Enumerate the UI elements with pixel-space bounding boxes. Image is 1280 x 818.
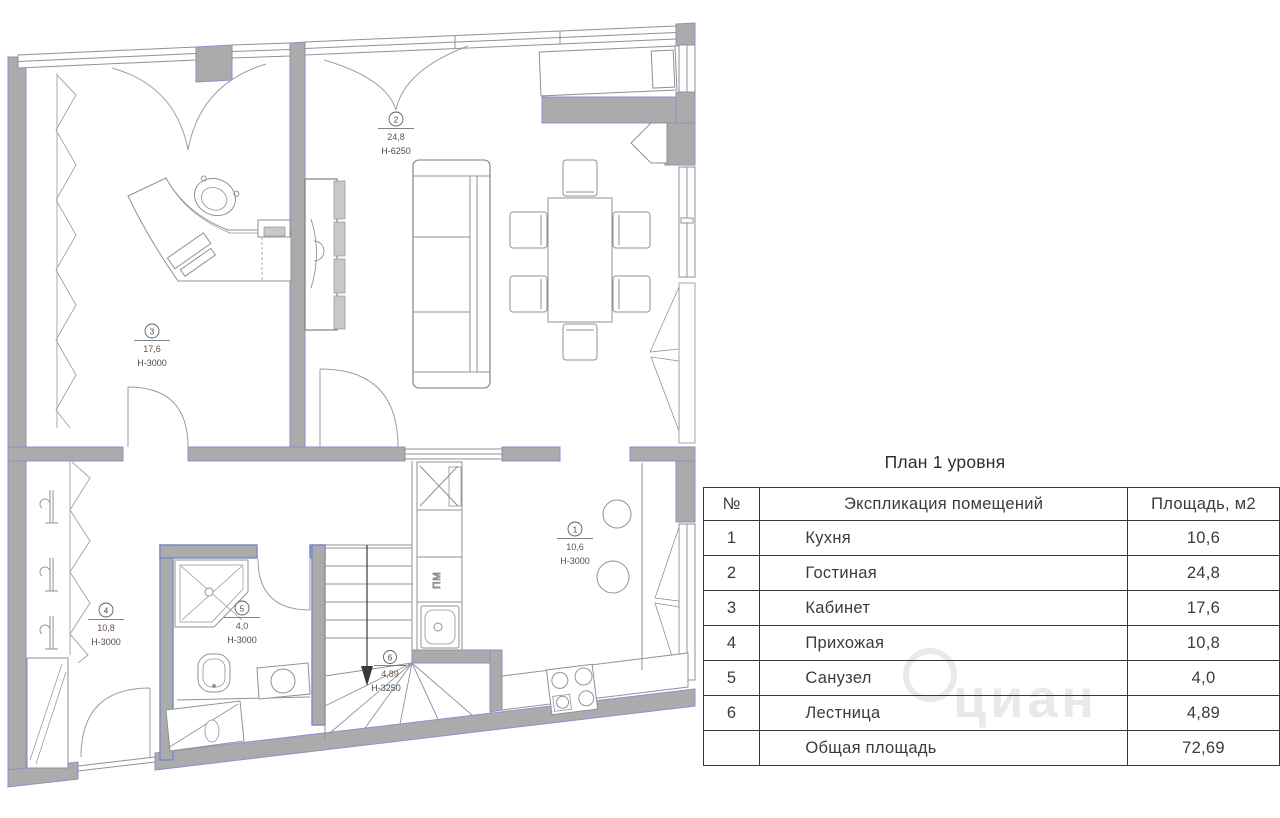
cell-num: 2 xyxy=(704,556,760,591)
wall-band-top-right xyxy=(542,97,676,123)
windows xyxy=(18,26,695,771)
wall-mid-2 xyxy=(188,447,405,461)
coat-hanger-icon xyxy=(40,616,58,649)
svg-text:4: 4 xyxy=(103,606,109,616)
table-header-row xyxy=(704,488,1280,521)
table-row xyxy=(704,696,1280,731)
cell-name: Санузел xyxy=(760,661,1128,696)
cell-area: 4,0 xyxy=(1128,661,1280,696)
room-label-stairs xyxy=(371,651,406,694)
closet-zigzag xyxy=(56,75,76,428)
room-office xyxy=(56,73,291,428)
room-label-hallway xyxy=(88,603,124,647)
room-hallway xyxy=(27,462,90,768)
tv-unit xyxy=(305,179,337,330)
wall-mid-3 xyxy=(502,447,560,461)
stove xyxy=(546,664,597,714)
wall-stairs-band xyxy=(412,650,490,663)
cell-name: Кухня xyxy=(760,521,1128,556)
svg-text:Н-6250: Н-6250 xyxy=(381,146,411,156)
page-title: План 1 уровня xyxy=(884,452,1006,472)
cell-name: Кабинет xyxy=(760,591,1128,626)
threshold xyxy=(78,757,155,766)
cell-area: 72,69 xyxy=(1128,731,1280,766)
cell-num: 5 xyxy=(704,661,760,696)
cell-area: 4,89 xyxy=(1128,696,1280,731)
curtain-office xyxy=(112,64,266,150)
window-bench xyxy=(539,46,677,96)
header-num: № xyxy=(704,488,760,521)
wall-mid-1 xyxy=(8,447,123,461)
kitchen-sink xyxy=(421,606,459,648)
tv-unit-shelves xyxy=(334,181,345,329)
wall-mid-4 xyxy=(630,447,695,461)
window-wedge-1 xyxy=(650,287,679,352)
table-row xyxy=(704,626,1280,661)
room-bathroom xyxy=(166,560,310,751)
svg-text:17,6: 17,6 xyxy=(143,344,161,354)
pedestal xyxy=(205,720,219,742)
coat-hanger-icon xyxy=(40,558,58,591)
wall-right-block-chimney xyxy=(665,123,695,165)
cell-area: 17,6 xyxy=(1128,591,1280,626)
cell-name: Общая площадь xyxy=(760,731,1128,766)
table-row xyxy=(704,556,1280,591)
svg-text:Н-3250: Н-3250 xyxy=(371,683,401,693)
curtain-living xyxy=(324,46,468,110)
cell-name: Прихожая xyxy=(760,626,1128,661)
cell-num: 1 xyxy=(704,521,760,556)
window-wedge-2 xyxy=(651,357,679,431)
table-row xyxy=(704,521,1280,556)
window-right-balcony xyxy=(679,283,695,443)
room-label-kitchen xyxy=(557,522,593,566)
bathroom-wall-right xyxy=(312,545,325,725)
svg-text:4,89: 4,89 xyxy=(381,669,399,679)
cell-num: 6 xyxy=(704,696,760,731)
svg-text:Н-3000: Н-3000 xyxy=(560,556,590,566)
bar-stool xyxy=(597,561,629,593)
svg-text:Н-3000: Н-3000 xyxy=(227,635,257,645)
rooms-table xyxy=(703,487,1280,766)
bar-stool xyxy=(603,500,631,528)
dining-table xyxy=(548,198,612,322)
cell-num: 4 xyxy=(704,626,760,661)
watermark-text: циан xyxy=(953,669,1099,729)
cell-area: 10,6 xyxy=(1128,521,1280,556)
svg-text:2: 2 xyxy=(393,115,399,125)
hall-closet-zigzag xyxy=(70,462,90,663)
wall-divider xyxy=(290,42,305,460)
cell-name: Гостиная xyxy=(760,556,1128,591)
door-living xyxy=(320,369,398,447)
room-label-office xyxy=(134,324,170,368)
door-bathroom xyxy=(258,559,310,610)
svg-text:24,8: 24,8 xyxy=(387,132,405,142)
svg-text:Н-3000: Н-3000 xyxy=(137,358,167,368)
dishwasher-label: ПМ xyxy=(432,571,443,589)
cell-name: Лестница xyxy=(760,696,1128,731)
table-row xyxy=(704,661,1280,696)
room-label-living xyxy=(378,112,414,156)
room-kitchen xyxy=(417,462,688,715)
svg-text:1: 1 xyxy=(572,525,578,535)
cell-num xyxy=(704,731,760,766)
svg-text:10,6: 10,6 xyxy=(566,542,584,552)
cell-area: 10,8 xyxy=(1128,626,1280,661)
svg-text:10,8: 10,8 xyxy=(97,623,115,633)
door-entrance xyxy=(81,688,150,757)
duct xyxy=(631,123,667,163)
svg-text:6: 6 xyxy=(387,653,393,663)
wall-pillar-top xyxy=(196,45,232,82)
cell-area: 24,8 xyxy=(1128,556,1280,591)
table-row-total xyxy=(704,731,1280,766)
window-wedge-3 xyxy=(655,527,679,601)
wall-stairs-right xyxy=(490,650,502,712)
bathroom-wall-top xyxy=(160,545,257,558)
svg-text:4,0: 4,0 xyxy=(235,621,249,631)
coat-hanger-icon xyxy=(40,490,58,523)
door-office xyxy=(128,387,188,447)
sofa xyxy=(413,160,490,388)
svg-text:Н-3000: Н-3000 xyxy=(91,637,121,647)
svg-text:3: 3 xyxy=(149,327,155,337)
wall-left xyxy=(8,57,26,787)
header-name: Экспликация помещений xyxy=(760,488,1128,521)
cell-num: 3 xyxy=(704,591,760,626)
svg-text:5: 5 xyxy=(239,604,245,614)
header-area: Площадь, м2 xyxy=(1128,488,1280,521)
wall-top-right-corner xyxy=(676,23,695,46)
table-row xyxy=(704,591,1280,626)
washbasin xyxy=(271,669,295,693)
